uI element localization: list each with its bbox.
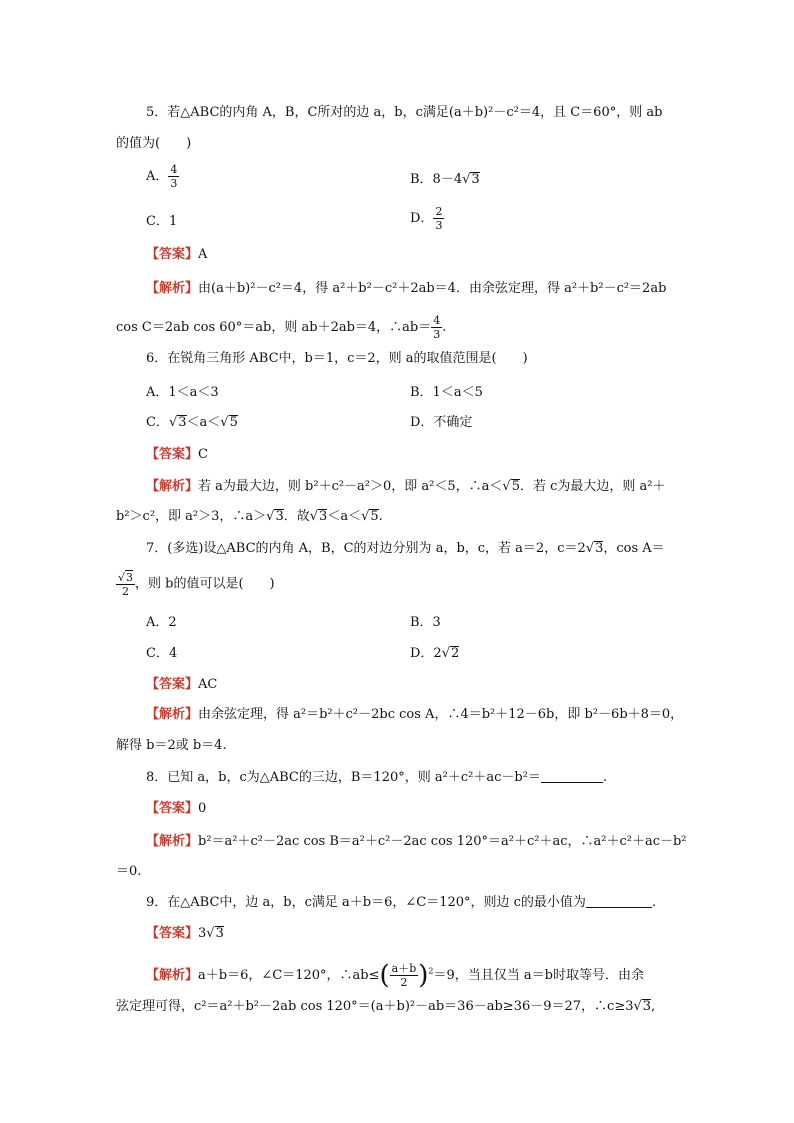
q5-option-a-fraction [168, 163, 179, 190]
analysis-text: 弦定理可得，c²＝a²＋b²－2ab cos 120°＝(a＋b)²－ab＝36－ab≥36－9＝27，∴c≥3 [116, 999, 634, 1014]
answer-tag: 【答案】 [146, 677, 199, 692]
q5-option-d-fraction [433, 205, 444, 232]
q6-answer [146, 446, 208, 464]
analysis-tag: 【解析】 [146, 707, 199, 722]
radicand: 2 [451, 646, 460, 661]
radicand: 3 [595, 541, 604, 556]
analysis-tag: 【解析】 [146, 834, 199, 849]
fill-blank [541, 770, 603, 783]
analysis-tag: 【解析】 [146, 479, 199, 494]
q5-stem-line1: 5．若△ABC的内角 A，B，C所对的边 a，b，c满足(a＋b)²－c²＝4，且 C＝60°，则 ab [146, 105, 663, 120]
fraction-denominator: 2 [400, 976, 408, 989]
q7-option-d-text: D．2 [410, 646, 442, 661]
q8-stem [146, 769, 607, 787]
q9-stem-text: 9．在△ABC中，边 a，b，c满足 a＋b＝6，∠C＝120°，则边 c的最小值为 [146, 895, 586, 910]
q6-stem: 6．在锐角三角形 ABC中，b＝1，c＝2，则 a的取值范围是( ) [146, 351, 528, 366]
q5-answer [146, 246, 207, 264]
radicand: 5 [370, 509, 379, 524]
analysis-text: 由余弦定理，得 a²＝b²＋c²－2bc cos A，∴4＝b²＋12－6b，即 b²－6b＋8＝0， [198, 707, 684, 722]
right-paren-icon: ) [418, 960, 429, 991]
answer-tag: 【答案】 [146, 801, 199, 816]
radicand: 3 [319, 509, 328, 524]
q8-answer [146, 800, 206, 818]
q7-option-c: C．4 [146, 646, 178, 661]
q9-stem-text: . [651, 895, 657, 910]
q6-analysis-line1 [146, 478, 666, 496]
q7-stem-line2 [116, 570, 275, 598]
q6-option-b: B．1＜a＜5 [410, 385, 483, 400]
sqrt-icon: √ [309, 509, 319, 524]
q6-option-a: A．1＜a＜3 [146, 385, 219, 400]
q5-option-d-label: D． [410, 211, 434, 226]
q7-answer [146, 676, 217, 694]
q7-option-a: A．2 [146, 615, 177, 630]
sqrt-icon: √ [361, 509, 370, 524]
q6-analysis-line2 [116, 508, 383, 526]
radicand: 3 [126, 571, 134, 584]
analysis-tag: 【解析】 [146, 281, 199, 296]
q7-analysis-line1 [146, 706, 683, 724]
q5-option-a-label: A． [146, 169, 169, 184]
q6-option-c-text: ＜a＜ [186, 415, 221, 430]
sqrt-icon: √ [462, 172, 471, 187]
answer-value: 0 [198, 801, 207, 816]
exponent: 2 [428, 966, 434, 976]
analysis-fraction [390, 962, 419, 989]
q6-option-d: D．不确定 [410, 415, 473, 430]
q5-option-d [410, 205, 444, 232]
q7-stem-line1 [146, 540, 665, 558]
radicand: 3 [215, 926, 224, 941]
analysis-text: ．若 c为最大边，则 a²＋ [519, 479, 666, 494]
q7-stem-text: 7．(多选)设△ABC的内角 A，B，C的对边分别为 a，b，c，若 a＝2，c＝2 [146, 541, 586, 556]
analysis-text: cos C＝2ab cos 60°＝ab，则 ab＋2ab＝4，∴ab＝ [116, 320, 432, 335]
q9-analysis-line2 [116, 998, 655, 1016]
fraction-denominator: 3 [435, 219, 443, 232]
analysis-tag: 【解析】 [146, 968, 199, 983]
q7-stem-text: ，则 b的值可以是( ) [135, 576, 275, 592]
q5-option-b-text: B．8－4 [410, 172, 463, 187]
analysis-text: , [651, 999, 656, 1014]
q5-option-b [410, 171, 480, 189]
answer-tag: 【答案】 [146, 447, 199, 462]
fraction-numerator: a＋b [391, 962, 417, 975]
q7-analysis-line2: 解得 b＝2或 b＝4. [116, 738, 227, 753]
q5-analysis-line2 [116, 314, 446, 341]
radicand: 3 [275, 509, 284, 524]
answer-value: 3 [198, 926, 207, 941]
q8-stem-text: 8．已知 a，b，c为△ABC的三边，B＝120°，则 a²＋c²＋ac－b²＝ [146, 770, 541, 785]
sqrt-icon: √ [502, 479, 511, 494]
sqrt-icon: √ [118, 571, 126, 584]
answer-tag: 【答案】 [146, 926, 199, 941]
q7-stem-text: ，cos A＝ [603, 541, 665, 556]
sqrt-icon: √ [266, 509, 275, 524]
q6-option-c [146, 414, 238, 432]
fraction-numerator: 2 [435, 205, 443, 218]
fraction-denominator: 3 [433, 328, 441, 341]
fraction-numerator: 4 [170, 163, 178, 176]
analysis-text: ．故 [283, 509, 310, 524]
analysis-text: . [442, 320, 447, 335]
analysis-text: a＋b＝6，∠C＝120°，∴ab≤ [198, 968, 380, 983]
q9-analysis-line1 [146, 962, 644, 989]
left-paren-icon: ( [379, 960, 390, 991]
fill-blank [586, 895, 652, 908]
analysis-fraction [431, 314, 442, 341]
radicand: 3 [642, 999, 652, 1014]
fraction-numerator [116, 570, 135, 585]
analysis-text: 由(a＋b)²－c²＝4，得 a²＋b²－c²＋2ab＝4．由余弦定理，得 a²＋b²－c²＝2ab [198, 281, 667, 296]
analysis-text: 若 a为最大边，则 b²＋c²－a²＞0，即 a²＜5，∴a＜ [198, 479, 503, 494]
sqrt-icon: √ [633, 999, 642, 1014]
answer-value: AC [198, 677, 218, 692]
analysis-text: b²＞c²，即 a²＞3，∴a＞ [116, 509, 267, 524]
answer-value: C [198, 447, 208, 462]
fraction-denominator: 2 [122, 585, 129, 598]
q5-option-c: C．1 [146, 214, 178, 229]
q6-option-c-label: C． [146, 415, 169, 430]
q8-analysis-line2: ＝0. [116, 864, 142, 879]
q9-answer [146, 925, 224, 943]
q5-option-a [146, 163, 179, 190]
q8-stem-text: . [602, 770, 608, 785]
sqrt-icon: √ [206, 926, 215, 941]
q7-cos-fraction [116, 570, 135, 598]
radicand: 3 [471, 172, 480, 187]
sqrt-icon: √ [441, 646, 450, 661]
analysis-text: . [378, 509, 383, 524]
q5-analysis-line1 [146, 280, 666, 298]
radicand: 5 [511, 479, 520, 494]
radicand: 5 [229, 415, 238, 430]
q7-option-d [410, 645, 459, 663]
radicand: 3 [178, 415, 187, 430]
sqrt-icon: √ [168, 415, 178, 430]
answer-value: A [198, 247, 208, 262]
q9-stem [146, 894, 656, 912]
q8-analysis-line1 [146, 833, 687, 851]
answer-tag: 【答案】 [146, 247, 199, 262]
fraction-numerator: 4 [433, 314, 441, 327]
analysis-text: ＜a＜ [327, 509, 362, 524]
sqrt-icon: √ [585, 541, 595, 556]
analysis-text: b²＝a²＋c²－2ac cos B＝a²＋c²－2ac cos 120°＝a²＋c²＋ac，∴a²＋c²＋ac－b² [198, 834, 687, 849]
q7-option-b: B．3 [410, 615, 441, 630]
analysis-text: ＝9，当且仅当 a＝b时取等号．由余 [433, 968, 644, 983]
q5-stem-line2: 的值为( ) [116, 136, 192, 151]
sqrt-icon: √ [220, 415, 229, 430]
fraction-denominator: 3 [170, 177, 178, 190]
